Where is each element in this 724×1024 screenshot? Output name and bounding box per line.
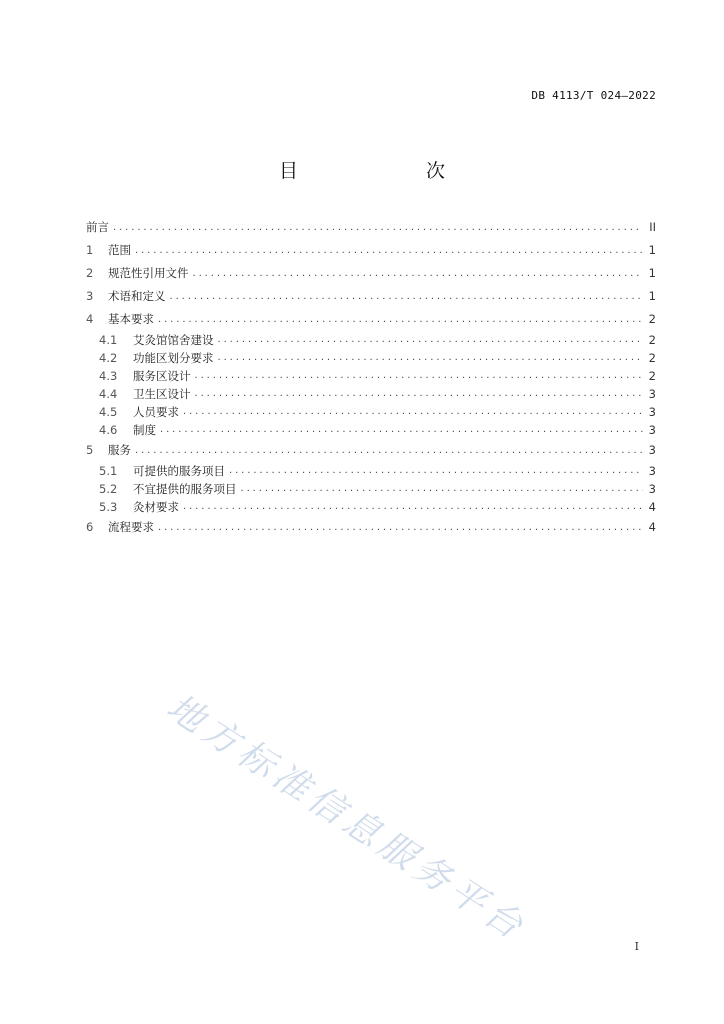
toc-entry-label: 艾灸馆馆舍建设 [133, 333, 214, 347]
toc-entry-page: 3 [648, 464, 656, 478]
toc-dot-leader [195, 385, 644, 403]
toc-entry-number: 4.4 [99, 387, 118, 401]
toc-dot-leader [160, 421, 643, 439]
watermark: 地方标准信息服务平台 [159, 686, 534, 950]
toc-entry-page: 2 [648, 351, 656, 365]
toc-entry-number: 3 [86, 289, 94, 303]
toc-dot-leader [170, 285, 644, 308]
toc-dot-leader [218, 331, 644, 349]
toc-entry-label: 服务 [108, 443, 131, 457]
toc-entry-label: 术语和定义 [108, 289, 166, 303]
toc-dot-leader [195, 367, 644, 385]
toc-entry-number: 1 [86, 243, 94, 257]
toc-entry[interactable] [86, 480, 656, 498]
toc-dot-leader [158, 308, 643, 331]
toc-entry-page: 4 [648, 500, 656, 514]
toc-entry[interactable] [86, 285, 656, 308]
document-code: DB 4113/T 024—2022 [531, 89, 656, 102]
toc-entry[interactable] [86, 367, 656, 385]
toc-entry[interactable] [86, 216, 656, 239]
toc-entry-label: 灸材要求 [133, 500, 179, 514]
toc-entry-number: 4.6 [99, 423, 118, 437]
toc-entry-label: 流程要求 [108, 520, 154, 534]
toc-entry-label: 范围 [108, 243, 131, 257]
toc-dot-leader [183, 498, 643, 516]
toc-entry-page: 3 [648, 443, 656, 457]
toc-dot-leader [229, 462, 643, 480]
toc-entry[interactable] [86, 439, 656, 462]
toc-dot-leader [183, 403, 643, 421]
toc-entry[interactable] [86, 331, 656, 349]
toc-dot-leader [218, 349, 644, 367]
toc-entry-number: 4.2 [99, 351, 118, 365]
toc-dot-leader [193, 262, 644, 285]
page-number: I [634, 940, 639, 953]
toc-entry-number: 5.2 [99, 482, 118, 496]
page-title: 目 次 [278, 160, 475, 182]
toc-entry[interactable] [86, 403, 656, 421]
toc-entry-label: 可提供的服务项目 [133, 464, 225, 478]
toc-entry[interactable] [86, 239, 656, 262]
toc-entry-label: 不宜提供的服务项目 [133, 482, 237, 496]
toc-entry-page: 4 [648, 520, 656, 534]
toc-entry[interactable] [86, 308, 656, 331]
toc-entry-page: 2 [648, 369, 656, 383]
toc-entry-label: 基本要求 [108, 312, 154, 326]
toc-entry-page: 3 [648, 405, 656, 419]
toc-entry[interactable] [86, 349, 656, 367]
toc-entry[interactable] [86, 462, 656, 480]
toc-entry-page: 1 [648, 289, 656, 303]
toc-entry-page: 1 [648, 243, 656, 257]
toc-entry-label: 服务区设计 [133, 369, 191, 383]
toc-entry-label: 功能区划分要求 [133, 351, 214, 365]
toc-entry-label: 人员要求 [133, 405, 179, 419]
toc-entry-page: 2 [648, 312, 656, 326]
toc-entry-number: 4.3 [99, 369, 118, 383]
toc-entry-number: 5.1 [99, 464, 118, 478]
toc-entry[interactable] [86, 516, 656, 539]
toc-entry-label: 前言 [86, 220, 109, 234]
toc-entry-number: 4 [86, 312, 94, 326]
toc-entry-number: 5 [86, 443, 94, 457]
toc-entry-page: 1 [648, 266, 656, 280]
toc-dot-leader [113, 216, 643, 239]
table-of-contents [86, 216, 656, 539]
toc-entry-label: 制度 [133, 423, 156, 437]
toc-entry[interactable] [86, 262, 656, 285]
toc-entry-label: 规范性引用文件 [108, 266, 189, 280]
toc-entry-label: 卫生区设计 [133, 387, 191, 401]
toc-dot-leader [158, 516, 643, 539]
toc-entry-number: 2 [86, 266, 94, 280]
toc-entry-number: 5.3 [99, 500, 118, 514]
toc-entry-number: 6 [86, 520, 94, 534]
toc-entry-page: 3 [648, 387, 656, 401]
toc-entry-page: 3 [648, 482, 656, 496]
toc-entry-number: 4.1 [99, 333, 118, 347]
toc-entry-page: 3 [648, 423, 656, 437]
toc-entry-number: 4.5 [99, 405, 118, 419]
toc-entry[interactable] [86, 498, 656, 516]
toc-entry[interactable] [86, 421, 656, 439]
toc-entry-page: II [649, 220, 656, 234]
toc-entry[interactable] [86, 385, 656, 403]
toc-dot-leader [241, 480, 644, 498]
toc-dot-leader [135, 239, 643, 262]
toc-entry-page: 2 [648, 333, 656, 347]
toc-dot-leader [135, 439, 643, 462]
